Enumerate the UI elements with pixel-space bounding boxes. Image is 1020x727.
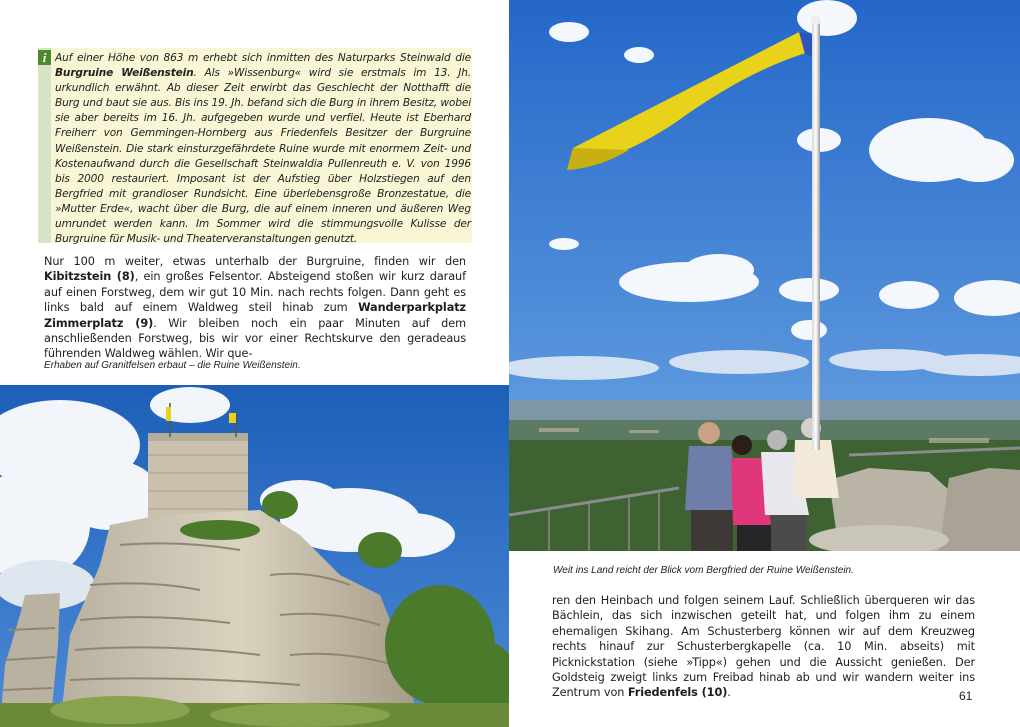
view-from-keep-photo	[509, 0, 1020, 551]
place-name: Kibitzstein (8)	[44, 270, 135, 284]
body-paragraph	[552, 593, 975, 701]
info-icon: i	[38, 50, 51, 65]
body-paragraph	[44, 254, 466, 362]
info-text-part: Auf einer Höhe von 863 m erhebt sich inmitten des Naturparks Steinwald die	[55, 52, 471, 64]
body-text-part: Nur 100 m weiter, etwas unterhalb der Burgruine, finden wir den	[44, 255, 466, 268]
info-text-part: . Als »Wissenburg« wird sie erstmals im 13. Jh. urkundlich erwähnt. Ab dieser Zeit erwirbt das Geschlecht der Notthafft die Burg und baut sie aus. Bis ins 19. Jh. befand sich die Burg in ihrem Besitz, wobei sie aber bereits im 16. Jh. aufgegeben wurde und verfiel. Heute ist Eberhard Freiherr von Gemmingen-Hornberg aus Friedenfels Besitzer der Burgruine Weißenstein. Die stark einsturzgefährdete Ruine wurde mit enormem Zeit- und Kostenaufwand durch die Gesellschaft Steinwaldia Pullenreuth e. V. von 1996 bis 2000 restauriert. Imposant ist der Aufstieg über Holzstiegen auf den Bergfried mit grandioser Rundsicht. Eine überlebensgroße Bronzestatue, die »Mutter Erde«, wacht über die Burg, die auf einem inneren und äußeren Weg umrundet werden kann. Im Sommer wird die stimmungsvolle Kulisse der Burgruine für Musik- und Theaterveranstaltungen genutzt.	[55, 67, 472, 246]
right-page	[509, 0, 1020, 727]
left-page	[0, 0, 509, 727]
body-text-part: , ein großes Felsentor. Absteigend stoßen wir kurz darauf auf einen Forstweg, dem wir gut 10 Min. nach rechts folgen. Dann geht es links bald auf einem Waldweg steil hinab zum	[44, 270, 466, 315]
info-text-bold: Burgruine Weißenstein	[55, 67, 194, 80]
castle-ruin-photo	[0, 385, 509, 727]
page-number: 61	[959, 689, 973, 703]
place-name: Friedenfels (10)	[627, 686, 728, 700]
place-name: Wanderparkplatz Zimmerplatz (9)	[44, 301, 466, 330]
body-text-part: .	[727, 686, 731, 700]
info-stripe	[38, 48, 51, 243]
photo-caption: Erhaben auf Granitfelsen erbaut – die Ruine Weißenstein.	[44, 360, 301, 371]
body-text-part: ren den Heinbach und folgen seinem Lauf. Schließlich überqueren wir das Bächlein, das sich inzwischen geteilt hat, und folgen ihm zu einem ehemaligen Skihang. Am Schusterberg können wir auf dem Kreuzweg rechts hinauf zur Schusterbergkapelle (ca. 10 Min. abseits) mit Picknickstation (siehe »Tipp«) gehen und die Aussicht genießen. Der Goldsteig zweigt links zum Freibad hinab ab und wir wandern weiter ins Zentrum von	[552, 594, 975, 700]
info-box	[38, 48, 472, 246]
body-text-part: . Wir bleiben noch ein paar Minuten auf dem anschließenden Forstweg, bis wir vor einer Rechtskurve den geradeaus führenden Waldweg wählen. Wir que-	[44, 316, 466, 361]
photo-caption: Weit ins Land reicht der Blick vom Bergfried der Ruine Weißenstein.	[553, 565, 854, 576]
info-text	[55, 51, 471, 247]
